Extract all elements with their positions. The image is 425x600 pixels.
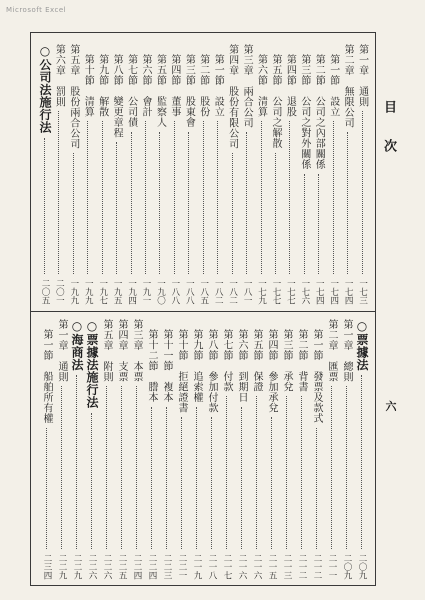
toc-entry[interactable] (40, 319, 53, 579)
toc-entry-title: 第五節 保證 (251, 329, 262, 392)
toc-entry[interactable] (205, 319, 218, 579)
toc-entry-page: 二〇一 (54, 278, 65, 304)
toc-entry-page: 二二四 (132, 553, 142, 579)
toc-entry-title: 第六節 到期日 (236, 329, 247, 403)
toc-entry-page: 二二六 (87, 553, 97, 579)
toc-entry-title: 第五節 公司之解散 (269, 54, 281, 149)
toc-leader-dots (286, 396, 287, 549)
toc-leader-dots (116, 142, 117, 274)
toc-leader-dots (203, 121, 204, 274)
toc-leader-dots (196, 407, 197, 549)
toc-entry-title: 第四節 退股 (284, 54, 296, 117)
toc-entry[interactable] (67, 44, 79, 304)
toc-leader-dots (271, 417, 272, 549)
toc-entry[interactable] (125, 44, 137, 304)
toc-entry-page: 二一九 (192, 553, 202, 579)
toc-entry-title: 第三章 本票 (131, 319, 142, 382)
page-number: 六 (385, 400, 397, 413)
toc-leader-dots (46, 428, 47, 549)
toc-entry-page: 一九七 (97, 278, 108, 304)
toc-entry[interactable] (130, 319, 143, 579)
toc-entry-title: 第七節 公司債 (125, 54, 137, 128)
toc-entry-page: 二三四 (42, 553, 52, 579)
toc-entry-title: 第十二節 謄本 (146, 329, 157, 403)
toc-entry-page: 一九一 (141, 278, 151, 304)
toc-entry-page: 二二一 (177, 553, 187, 579)
toc-entry-title: 第三章 兩合公司 (241, 44, 253, 128)
toc-section-heading[interactable] (85, 319, 98, 579)
toc-entry-page: 二二九 (72, 553, 82, 579)
toc-leader-dots (181, 417, 182, 549)
toc-bottom-block (38, 319, 368, 579)
toc-leader-dots (261, 121, 262, 274)
toc-entry-title: 第六節 會計 (140, 54, 151, 117)
toc-entry-title: ○海商法 (70, 319, 84, 371)
toc-entry-page: 二一二 (312, 553, 322, 579)
toc-entry-title: 第一節 設立 (327, 54, 339, 117)
toc-entry[interactable] (220, 319, 233, 579)
toc-entry-title: 第八節 變更章程 (111, 54, 123, 138)
toc-entry[interactable] (55, 319, 68, 579)
toc-entry-page: 一七九 (256, 278, 267, 304)
toc-entry[interactable] (283, 44, 295, 304)
toc-entry[interactable] (96, 44, 108, 304)
toc-entry[interactable] (182, 44, 194, 304)
toc-leader-dots (361, 375, 362, 549)
toc-entry-title: 第四節 參加承兌 (266, 329, 277, 413)
toc-entry[interactable] (280, 319, 293, 579)
toc-entry[interactable] (298, 44, 310, 304)
toc-entry-page: 一八二 (213, 278, 224, 304)
toc-leader-dots (211, 417, 212, 549)
toc-entry-title: 第二章 無限公司 (342, 44, 354, 128)
toc-entry-page: 二〇九 (342, 553, 352, 579)
toc-entry[interactable] (211, 44, 223, 304)
toc-entry-page: 一八二 (227, 278, 238, 304)
toc-entry[interactable] (168, 44, 180, 304)
toc-leader-dots (316, 428, 317, 549)
toc-entry[interactable] (153, 44, 165, 304)
toc-entry-page: 二二四 (147, 553, 157, 579)
toc-entry-title: 第一節 設立 (212, 54, 224, 117)
toc-entry-title: 第一章 通則 (356, 44, 368, 107)
toc-entry[interactable] (295, 319, 308, 579)
toc-leader-dots (151, 407, 152, 549)
toc-leader-dots (232, 153, 233, 274)
toc-entry-title: 第二節 公司之內部關係 (313, 54, 325, 170)
toc-entry-page: 一七四 (314, 278, 325, 304)
toc-entry-page: 一九九 (83, 278, 94, 304)
toc-entry-title: 第一章 總則 (341, 319, 352, 382)
toc-entry-page: 一九四 (126, 278, 137, 304)
toc-leader-dots (121, 386, 122, 549)
toc-leader-dots (166, 407, 167, 549)
toc-entry-title: ○票據法施行法 (85, 319, 99, 409)
toc-top-block (38, 44, 368, 304)
toc-leader-dots (159, 132, 160, 274)
toc-entry-title: 第三節 股東會 (183, 54, 195, 128)
toc-entry-title: 第二節 背書 (296, 329, 307, 392)
running-title: 目次 (381, 100, 396, 178)
toc-entry-page: 一七七 (285, 278, 296, 304)
toc-leader-dots (61, 386, 62, 549)
toc-leader-dots (58, 111, 59, 274)
toc-leader-dots (102, 121, 103, 274)
toc-entry[interactable] (255, 44, 267, 304)
toc-entry[interactable] (100, 319, 113, 579)
toc-entry[interactable] (265, 319, 278, 579)
toc-leader-dots (174, 121, 175, 274)
toc-leader-dots (217, 121, 218, 274)
toc-entry[interactable] (341, 44, 353, 304)
toc-entry-page: 一九〇 (155, 278, 166, 304)
toc-entry[interactable] (110, 44, 122, 304)
toc-entry-page: 二一六 (237, 553, 247, 579)
toc-entry-title: 第九節 追索權 (191, 329, 202, 403)
toc-entry-page: 二一六 (252, 553, 262, 579)
toc-entry-page: 二二九 (57, 553, 67, 579)
toc-entry[interactable] (190, 319, 203, 579)
toc-leader-dots (346, 386, 347, 549)
toc-entry-title: 第十節 清算 (82, 54, 94, 117)
toc-leader-dots (289, 121, 290, 274)
toc-entry[interactable] (52, 44, 64, 304)
section-divider (30, 311, 376, 312)
toc-leader-dots (275, 153, 276, 274)
toc-entry[interactable] (160, 319, 173, 579)
toc-entry[interactable] (81, 44, 93, 304)
toc-leader-dots (44, 138, 45, 274)
toc-leader-dots (87, 121, 88, 274)
toc-entry-title: 第六章 罰則 (53, 44, 65, 107)
toc-entry-page: 二二五 (117, 553, 127, 579)
toc-entry-title: ○票據法 (355, 319, 369, 371)
toc-entry-page: 二一七 (222, 553, 232, 579)
toc-entry-title: 第四節 董事 (168, 54, 180, 117)
toc-leader-dots (136, 386, 137, 549)
toc-entry-page: 二一八 (207, 553, 217, 579)
toc-entry-title: 第五章 股份兩合公司 (67, 44, 79, 149)
toc-entry-page: 一八五 (198, 278, 209, 304)
toc-entry-page: 一九九 (68, 278, 79, 304)
toc-entry[interactable] (145, 319, 158, 579)
toc-entry[interactable] (240, 44, 252, 304)
toc-entry-title: 第四章 支票 (116, 319, 127, 382)
toc-leader-dots (256, 396, 257, 549)
toc-entry-title: 第四章 股份有限公司 (226, 44, 238, 149)
toc-entry[interactable] (310, 319, 323, 579)
toc-entry-page: 二一一 (327, 553, 337, 579)
toc-entry[interactable] (327, 44, 339, 304)
toc-entry-page: 一七三 (357, 278, 368, 304)
toc-entry-title: 第二章 匯票 (326, 319, 337, 382)
toc-entry-page: 一九五 (112, 278, 123, 304)
toc-entry[interactable] (139, 44, 151, 304)
toc-leader-dots (333, 121, 334, 274)
toc-entry-page: 二二三 (162, 553, 172, 579)
toc-leader-dots (241, 407, 242, 549)
toc-entry-title: 第五節 監察人 (154, 54, 166, 128)
toc-entry-title: 第二節 股份 (197, 54, 209, 117)
toc-entry[interactable] (325, 319, 338, 579)
toc-leader-dots (145, 121, 146, 274)
toc-leader-dots (246, 132, 247, 274)
toc-section-heading[interactable] (38, 44, 50, 304)
toc-entry[interactable] (115, 319, 128, 579)
toc-entry[interactable] (340, 319, 353, 579)
toc-entry-title: 第七節 付款 (221, 329, 232, 392)
toc-leader-dots (131, 132, 132, 274)
toc-leader-dots (226, 396, 227, 549)
toc-entry[interactable] (356, 44, 368, 304)
toc-entry-page: 二一五 (267, 553, 277, 579)
toc-entry[interactable] (226, 44, 238, 304)
toc-leader-dots (304, 174, 305, 274)
toc-entry[interactable] (269, 44, 281, 304)
toc-entry-page: 二一二 (297, 553, 307, 579)
toc-entry-title: 第十節 拒絕證書 (176, 329, 187, 413)
toc-entry-title: 第三節 公司之對外關係 (298, 54, 310, 170)
toc-entry-page: 一七六 (299, 278, 310, 304)
toc-entry-page: 一七四 (343, 278, 354, 304)
toc-entry-title: 第一節 船舶所有權 (41, 329, 52, 424)
toc-leader-dots (318, 174, 319, 274)
toc-entry-title: 第一章 通則 (56, 319, 67, 382)
toc-entry-page: 二一三 (282, 553, 292, 579)
toc-leader-dots (73, 153, 74, 274)
toc-entry-title: 第八節 參加付款 (206, 329, 217, 413)
toc-leader-dots (91, 413, 92, 549)
toc-entry-page: 一七七 (270, 278, 281, 304)
toc-entry-title: 第一節 發票及款式 (311, 329, 322, 424)
toc-leader-dots (76, 375, 77, 549)
toc-entry-title: 第六節 清算 (255, 54, 267, 117)
toc-leader-dots (347, 132, 348, 274)
toc-entry-title: 第五章 附則 (101, 319, 112, 382)
toc-entry-title: 第三節 承兌 (281, 329, 292, 392)
toc-leader-dots (106, 386, 107, 549)
toc-entry[interactable] (250, 319, 263, 579)
toc-entry-page: 二〇九 (357, 553, 367, 579)
toc-entry-title: ○公司法施行法 (37, 44, 52, 134)
toc-entry-page: 二二六 (102, 553, 112, 579)
toc-entry-page: 一八一 (242, 278, 253, 304)
source-watermark: Microsoft Excel (6, 6, 67, 14)
toc-entry-page: 二〇五 (39, 278, 50, 304)
toc-entry[interactable] (312, 44, 324, 304)
toc-section-heading[interactable] (355, 319, 368, 579)
toc-entry-page: 一八八 (169, 278, 180, 304)
toc-leader-dots (188, 132, 189, 274)
toc-entry[interactable] (235, 319, 248, 579)
toc-entry[interactable] (175, 319, 188, 579)
toc-entry-title: 第十一節 複本 (161, 329, 172, 403)
toc-entry[interactable] (197, 44, 209, 304)
toc-entry-title: 第九節 解散 (96, 54, 108, 117)
toc-leader-dots (331, 386, 332, 549)
toc-section-heading[interactable] (70, 319, 83, 579)
toc-leader-dots (362, 111, 363, 274)
toc-entry-page: 一八八 (184, 278, 195, 304)
toc-entry-page: 一七四 (328, 278, 339, 304)
toc-leader-dots (301, 396, 302, 549)
